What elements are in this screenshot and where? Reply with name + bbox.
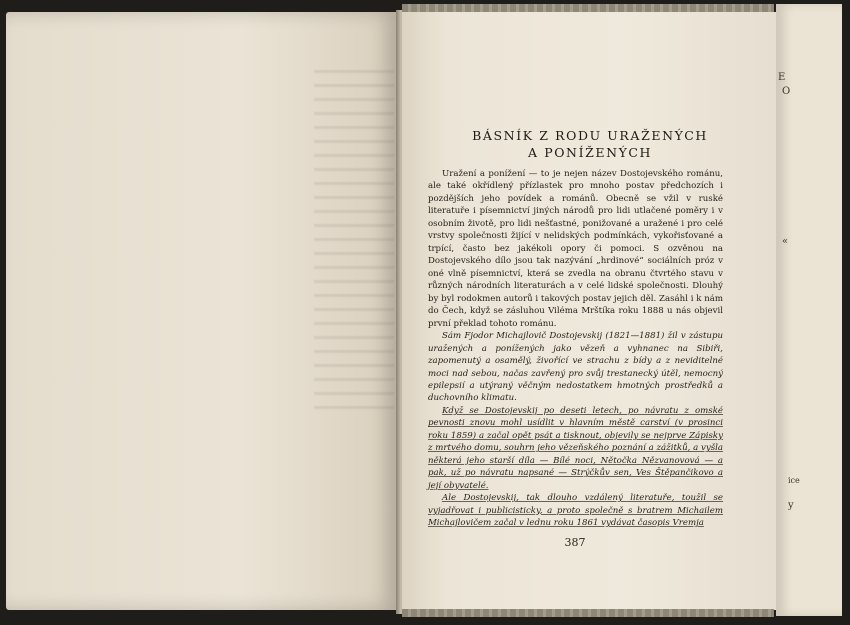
edge-letter: O [782,86,791,97]
bottom-edge [402,609,774,617]
body-text [428,168,723,530]
page-number: 387 [564,536,586,549]
edge-letter: E [778,72,786,83]
paragraph: Uražení a ponížení — to je nejen název Dostojevského románu, ale také okřídlený přízlastek pro mnoho postav předchozích i pozdějších jeho povídek a románů. Obecně se vžil v ruské literatuře i písemnictví jiných národů pro lidi utlačené poměry i v osobním životě, pro lidi nešťastné, ponižované a uražené i pro celé vrstvy společnosti žijící v nelidských podmínkách, vykořisťované a trpící, často bez jakékoli opory či pomoci. S ozvěnou na Dostojevského dílo jsou tak nazývání „hrdinové“ sociálních próz v oné vlně písemnictví, která se zvedla na obranu čtvrtého stavu v různých národních literaturách a v celé lidské společnosti. Dlouhý by byl rodokmen autorů i takových postav jejich děl. Zasáhl i k nám do Čech, když se zásluhou Viléma Mrštíka roku 1888 u nás objevil první překlad tohoto románu. [428,169,723,329]
paragraph: Sám Fjodor Michajlovič Dostojevskij (1821—1881) žil v zástupu uražených a ponížených jako vězeň a vyhnanec na Sibiři, zapomenutý a osamělý, živořící ve strachu z bídy a z neviditelné moci nad sebou, načas zavřený pro svůj trestanecký útěl, nemocný epilepsií a utýraný věčným nedostatkem hmotných prostředků a duchovního klimatu. [428,331,723,404]
paragraph: Když se Dostojevskij po deseti letech, po návratu z omské pevnosti znovu mohl usídlit v hlavním městě carství (v prosinci roku 1859) a začal opět psát a tisknout, objevily se nejprve Zápisky z mrtvého domu, souhrn jeho vězeňského poznání a zážitků, a vyšla některá jeho starší díla — Bílé noci, Nětočka Nězvanovová — a pak, už po návratu napsané — Strýčkův sen, Ves Štěpančikovo a její obyvatelé. [428,405,723,491]
left-page [6,12,396,610]
edge-letter: « [782,236,789,247]
paragraph: Ale Dostojevskij, tak dlouho vzdálený literatuře, toužil se vyjadřovat i publicisticky, a proto společně s bratrem Michailem Michajlovičem začal v lednu roku 1861 vydávat časopis Vremja [428,493,723,529]
edge-letter: y [788,500,794,511]
edge-letter: ice [788,476,800,485]
next-sheet-edge [776,4,842,616]
chapter-title-line-2: A PONÍŽENÝCH [528,145,652,160]
bleed-through-text [314,70,394,410]
chapter-title-line-1: BÁSNÍK Z RODU URAŽENÝCH [472,128,708,143]
